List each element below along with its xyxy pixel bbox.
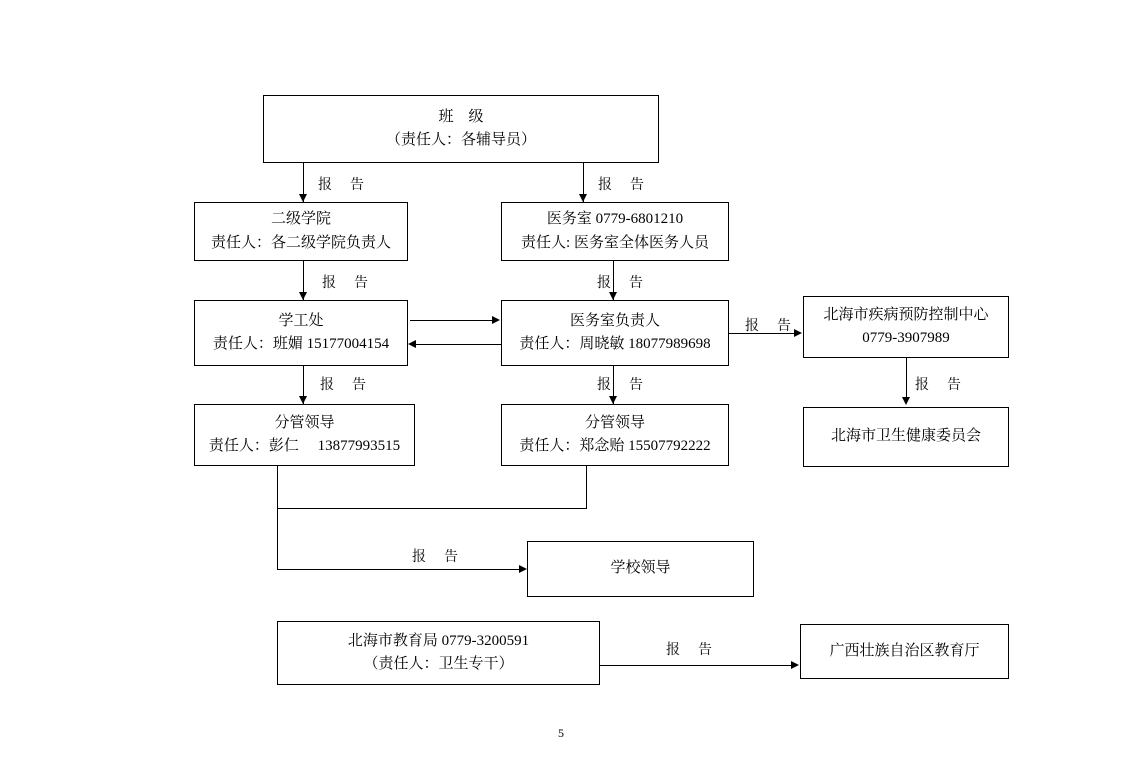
edge-head-to-student-affairs-line (414, 344, 501, 345)
node-education-department (800, 624, 1009, 679)
edge-label-bureau-to-department: 报 告 (666, 643, 714, 658)
edge-student-affairs-to-leader-left-arrow (299, 396, 307, 404)
edge-head-to-cdc-arrow (794, 329, 802, 337)
edge-college-to-student-affairs-arrow (299, 292, 307, 300)
node-secondary-college (194, 202, 408, 261)
node-cdc (803, 296, 1009, 358)
edge-head-to-student-affairs-arrow (408, 340, 416, 348)
node-leader-left-line1: 分管领导 (274, 414, 335, 431)
edge-student-affairs-to-head-arrow (492, 316, 500, 324)
edge-to-school-leader-arrow (519, 565, 527, 573)
edge-cdc-to-commission-arrow (902, 397, 910, 405)
node-student-affairs-line2: 责任人：班媚 15177004154 (212, 336, 390, 352)
node-education-bureau-line1: 北海市教育局 0779-3200591 (347, 632, 530, 649)
node-clinic-head (501, 300, 729, 366)
node-health-commission-line1: 北海市卫生健康委员会 (830, 428, 981, 445)
node-class-line2: （责任人：各辅导员） (385, 132, 536, 148)
edge-label-class-to-college: 报 告 (318, 178, 366, 193)
node-leader-left (194, 404, 415, 466)
edge-label-head-to-cdc: 报 告 (745, 319, 793, 334)
node-leader-right-line1: 分管领导 (584, 414, 645, 431)
edge-label-college-to-student-affairs: 报 告 (322, 276, 370, 291)
page-number: 5 (558, 726, 564, 740)
edge-label-leaders-to-school-leader: 报 告 (412, 550, 460, 565)
edge-label-clinic-to-head: 报 告 (597, 276, 645, 291)
edge-label-student-affairs-to-leader-left: 报 告 (320, 378, 368, 393)
edge-student-affairs-to-head-line (410, 320, 493, 321)
edge-clinic-to-head-arrow (609, 292, 617, 300)
node-education-department-line1: 广西壮族自治区教育厅 (829, 642, 980, 659)
edge-class-to-college-arrow (299, 194, 307, 202)
node-clinic-head-line2: 责任人：周晓敏 18077989698 (519, 336, 711, 352)
edge-to-school-leader-line (277, 569, 521, 570)
node-education-bureau-line2: （责任人：卫生专干） (363, 656, 514, 672)
edge-bureau-to-department-arrow (791, 661, 799, 669)
node-clinic-head-line1: 医务室负责人 (569, 312, 660, 329)
node-cdc-line2: 0779-3907989 (862, 330, 950, 346)
edge-leader-left-drop (277, 466, 278, 509)
edge-label-class-to-clinic: 报 告 (598, 178, 646, 193)
node-class (263, 95, 659, 163)
node-clinic-line2: 责任人: 医务室全体医务人员 (521, 234, 709, 251)
node-clinic (501, 202, 729, 261)
edge-label-head-to-leader-right: 报 告 (597, 378, 645, 393)
node-leader-left-line2: 责任人：彭仁 13877993515 (208, 438, 401, 454)
node-class-line1: 班 级 (438, 108, 484, 125)
edge-leader-right-drop (586, 466, 587, 509)
edge-class-to-clinic-arrow (579, 194, 587, 202)
edge-head-to-leader-right-arrow (609, 396, 617, 404)
edge-merge-down (277, 508, 278, 570)
node-secondary-college-line1: 二级学院 (270, 211, 331, 228)
edge-label-cdc-to-commission: 报 告 (915, 378, 963, 393)
node-leader-right-line2: 责任人：郑念贻 15507792222 (519, 438, 711, 454)
node-student-affairs (194, 300, 408, 366)
node-education-bureau (277, 621, 600, 685)
edge-leaders-merge (277, 508, 587, 509)
node-secondary-college-line2: 责任人：各二级学院负责人 (210, 234, 391, 251)
node-student-affairs-line1: 学工处 (278, 312, 324, 329)
node-leader-right (501, 404, 729, 466)
node-school-leader (527, 541, 754, 597)
node-clinic-line1: 医务室 0779-6801210 (546, 211, 684, 228)
edge-bureau-to-department-line (600, 665, 792, 666)
node-cdc-line1: 北海市疾病预防控制中心 (823, 306, 989, 323)
node-school-leader-line1: 学校领导 (610, 560, 671, 577)
node-health-commission (803, 407, 1009, 467)
